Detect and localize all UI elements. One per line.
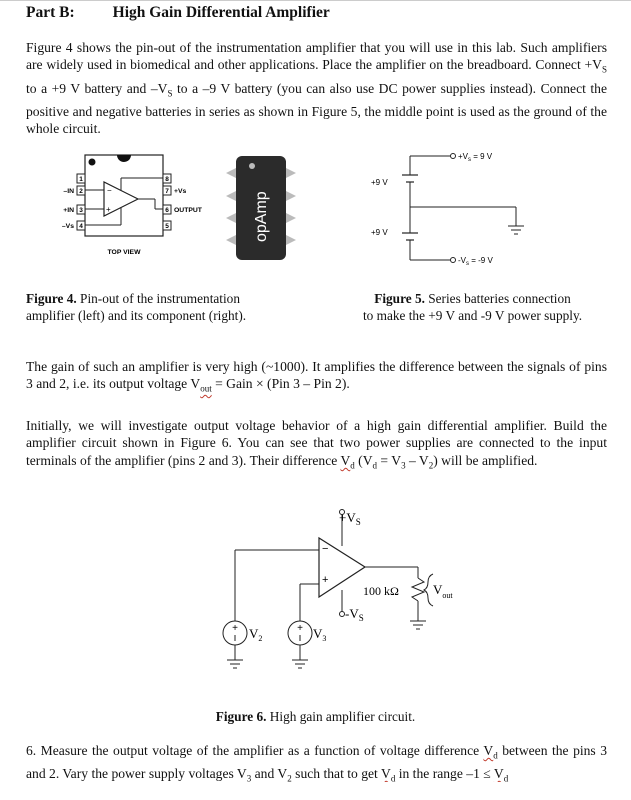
minus-sign: − xyxy=(322,543,329,555)
opamp-component-image xyxy=(222,152,300,264)
part-label: Part B: xyxy=(26,4,75,21)
label-vs-plus: +Vs xyxy=(174,188,187,195)
vs-minus-label: $-V_S$ xyxy=(345,606,364,623)
pin-number: 1 xyxy=(79,176,83,183)
vs-minus-label: $-V_s = -9$ V xyxy=(458,256,493,267)
label-vs-minus: –Vs xyxy=(61,223,74,230)
figure5-caption: Figure 5. Series batteries connection to make the +9 V and -9 V power supply. xyxy=(362,291,583,323)
terminal-icon xyxy=(451,258,456,263)
svg-text:+: + xyxy=(297,623,303,634)
component-label: opAmp xyxy=(253,191,270,242)
minus-sign: − xyxy=(107,186,112,195)
top-rule xyxy=(0,0,631,1)
resistor-icon xyxy=(412,578,424,601)
battery-label-2: +9 V xyxy=(371,228,388,237)
pin-number: 3 xyxy=(79,207,83,214)
figure6-caption: Figure 6. High gain amplifier circuit. xyxy=(215,709,416,724)
amplifier-circuit-diagram xyxy=(205,504,475,694)
battery-label-1: +9 V xyxy=(371,178,388,187)
ground-icon xyxy=(410,621,426,629)
pin-number: 5 xyxy=(165,223,169,230)
section-heading xyxy=(26,4,330,22)
part-title: High Gain Differential Amplifier xyxy=(112,4,330,21)
v2-label: $V_2$ xyxy=(249,626,263,643)
pin1-dot-icon xyxy=(89,159,96,166)
top-view-label: TOP VIEW xyxy=(107,249,141,256)
ground-icon xyxy=(292,660,308,668)
terminal-icon xyxy=(340,612,345,617)
label-output: OUTPUT xyxy=(174,207,202,214)
vout-label: $V_{out}$ xyxy=(433,582,453,600)
paragraph-instructions: Initially, we will investigate output voltage behavior of a high gain differential amplifier. Build the amplifier circuit shown in Figure 6. You can see that two power supplies are connected to the input terminals of the amplifier (pins 2 and 3). Their difference $V_d$ $(V_d = V_3 - V_2)$ will be amplified. xyxy=(26,418,607,471)
ground-icon xyxy=(227,660,243,668)
paragraph-intro: Figure 4 shows the pin-out of the instrumentation amplifier that you will use in this lab. Such amplifiers are widely used in biomedical and other applications. Place the amplifier on the breadboard. Connect $+V_S$ to a +9 V battery and $-V_S$ to a –9 V battery (you can also use DC power supplies instead). Connect the positive and negative batteries in series as shown in Figure 5, the middle point is used as the ground of the whole circuit. xyxy=(26,40,607,137)
vs-plus-label: $+V_S$ xyxy=(339,510,361,527)
label-in-minus: –IN xyxy=(63,188,74,195)
pinout-diagram xyxy=(40,154,215,262)
svg-text:+: + xyxy=(232,623,238,634)
pin-number: 8 xyxy=(165,176,169,183)
figure4-caption: Figure 4. Pin-out of the instrumentation amplifier (left) and its component (right). xyxy=(26,291,247,323)
plus-sign: + xyxy=(106,205,111,214)
resistor-label: 100 kΩ xyxy=(363,584,399,598)
series-batteries-diagram xyxy=(362,144,552,268)
v3-label: $V_3$ xyxy=(313,626,327,643)
vs-plus-label: $+V_s = 9$ V xyxy=(458,152,493,163)
paragraph-gain: The gain of such an amplifier is very high (~1000). It amplifies the difference between the signals of pins 3 and 2, i.e. its output voltage $V_{out}$ = Gain × (Pin 3 – Pin 2). xyxy=(26,359,607,395)
label-in-plus: +IN xyxy=(63,207,74,214)
pin-number: 6 xyxy=(165,207,169,214)
pin1-dot-icon xyxy=(249,163,255,169)
pin-number: 2 xyxy=(79,188,83,195)
paragraph-measure: 6. Measure the output voltage of the amplifier as a function of voltage difference $V_d$ between the pins 3 and 2. Vary the power supply voltages $V_3$ and $V_2$ such that to get $V_d$ in the range $-1 \le V_d$ xyxy=(26,743,607,782)
pin-number: 4 xyxy=(79,223,83,230)
terminal-icon xyxy=(451,154,456,159)
plus-sign: + xyxy=(322,574,329,586)
pin-number: 7 xyxy=(165,188,169,195)
brace-icon xyxy=(424,574,433,606)
